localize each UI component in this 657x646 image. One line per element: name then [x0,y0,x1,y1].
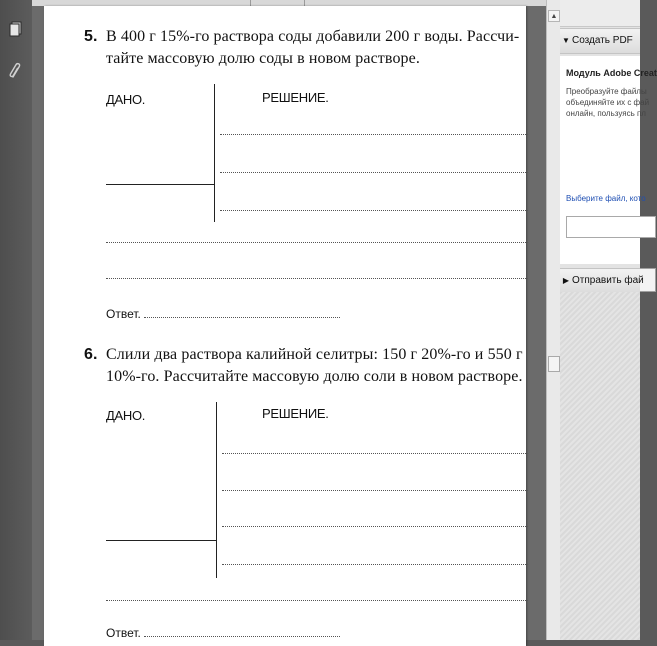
pages-icon[interactable] [5,18,27,40]
tools-pane-empty-area [560,292,640,640]
tools-pane-toolbar [560,0,640,27]
problem-6-divider [216,402,217,578]
problem-6-answer-label: Ответ. [106,626,141,640]
vertical-scrollbar[interactable] [546,0,561,640]
expand-triangle-icon: ▶ [562,276,570,285]
problem-5-writing-line-5 [106,278,528,279]
problem-6-solution-line-1 [222,453,528,454]
problem-5-number: 5. [84,28,98,45]
problem-5-solution-line-3 [220,210,528,211]
problem-5 [84,26,526,70]
problem-6-line-1: Слили два раствора калийной селитры: 150 г 20%-го и 550 г [106,346,523,363]
problem-6-solution-line-2 [222,490,528,491]
problem-5-given-label: ДАНО. [106,92,146,107]
problem-6-given-label: ДАНО. [106,408,146,423]
problem-6-writing-line-5 [106,600,528,601]
problem-5-line-1: В 400 г 15%-го раствора соды добавили 200 г воды. Рассчи- [106,28,520,45]
problem-5-writing-line-4 [106,242,528,243]
pages-icon-graphic [7,20,25,38]
module-title: Модуль Adobe Creat [566,68,657,78]
collapse-triangle-icon: ▼ [562,36,570,45]
module-description-line-3: онлайн, пользуясь пл [566,109,646,118]
problem-5-solution-line-1 [220,134,528,135]
attachments-icon[interactable] [5,60,27,82]
navigation-pane [0,0,33,640]
problem-6-solution-line-4 [222,564,528,565]
send-files-header-label: Отправить фай [572,275,644,286]
pdf-page [44,6,526,646]
create-pdf-header-label: Создать PDF [572,35,633,46]
problem-5-solution-label: РЕШЕНИЕ. [262,90,329,105]
tools-pane [560,0,657,640]
problem-6 [84,344,526,388]
module-description-line-2: объединяйте их с фай [566,98,650,107]
problem-5-solution-line-2 [220,172,528,173]
file-select-field[interactable] [566,216,656,238]
problem-5-divider [214,84,215,222]
problem-5-answer-label: Ответ. [106,307,141,321]
problem-6-solution-line-3 [222,526,528,527]
select-file-link[interactable]: Выберите файл, кото [566,194,646,203]
module-description [566,86,649,119]
document-viewer[interactable] [32,0,546,640]
problem-5-line-2: тайте массовую долю соды в новом растворе. [106,50,420,67]
problem-6-given-underline [106,540,216,541]
paperclip-icon [7,62,25,80]
problem-5-answer-line [144,317,340,318]
problem-6-number: 6. [84,346,98,363]
send-files-section-header[interactable] [560,268,644,294]
scroll-thumb[interactable] [548,356,560,372]
problem-6-line-2: 10%-го. Рассчитайте массовую долю соли в новом растворе. [106,368,523,385]
module-description-line-1: Преобразуйте файлы [566,87,647,96]
create-pdf-panel [560,56,657,264]
create-pdf-section-header[interactable] [560,28,640,54]
scroll-up-button[interactable]: ▲ [548,10,560,22]
problem-6-solution-label: РЕШЕНИЕ. [262,406,329,421]
problem-5-given-underline [106,184,214,185]
problem-6-answer-line [144,636,340,637]
